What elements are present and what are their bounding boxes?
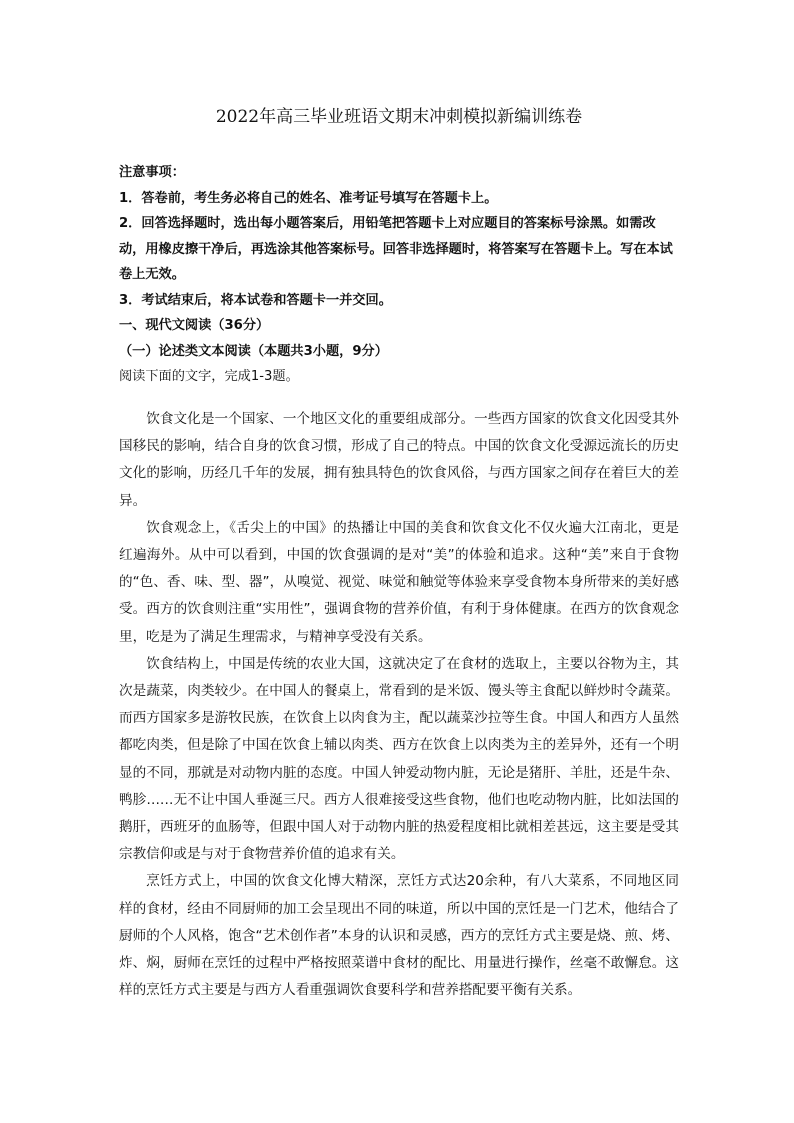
note-item: 2．回答选择题时，选出每小题答案后，用铅笔把答题卡上对应题目的答案标号涂黑。如需改动，用橡皮擦干净后，再选涂其他答案标号。回答非选择题时，将答案写在答题卡上。写在本试卷上无效。 (119, 216, 673, 282)
passage-paragraph: 饮食结构上，中国是传统的农业大国，这就决定了在食材的选取上，主要以谷物为主，其次是蔬菜，肉类较少。在中国人的餐桌上，常看到的是米饭、馒头等主食配以鲜炒时令蔬菜。而西方国家多是游牧民族，在饮食上以肉食为主，配以蔬菜沙拉等生食。中国人和西方人虽然都吃肉类，但是除了中国在饮食上辅以肉类、西方在饮食上以肉类为主的差异外，还有一个明显的不同，那就是对动物内脏的态度。中国人钟爱动物内脏，无论是猪肝、羊肚，还是牛杂、鸭胗……无不让中国人垂涎三尺。西方人很难接受这些食物，他们也吃动物内脏，比如法国的鹅肝，西班牙的血肠等，但跟中国人对于动物内脏的热爱程度相比就相差甚远，这主要是受其宗教信仰或是与对于食物营养价值的追求有关。 (119, 655, 679, 863)
passage-paragraph: 饮食观念上，《舌尖上的中国》的热播让中国的美食和饮食文化不仅火遍大江南北，更是红遍海外。从中可以看到，中国的饮食强调的是对“美”的体验和追求。这种“美”来自于食物的“色、香、味、型、器”，从嗅觉、视觉、味觉和触觉等体验来享受食物本身所带来的美好感受。西方的饮食则注重“实用性”，强调食物的营养价值，有利于身体健康。在西方的饮食观念里，吃是为了满足生理需求，与精神享受没有关系。 (119, 519, 679, 645)
subsection-heading: （一）论述类文本阅读（本题共3小题，9分） (119, 343, 388, 359)
page-title: 2022年高三毕业班语文期末冲刺模拟新编训练卷 (215, 107, 583, 127)
note-item: 1．答卷前，考生务必将自己的姓名、准考证号填写在答题卡上。 (119, 190, 498, 206)
notes-block (119, 160, 679, 390)
note-item: 3．考试结束后，将本试卷和答题卡一并交回。 (119, 292, 392, 308)
notes-heading: 注意事项： (119, 165, 185, 180)
reading-passage (119, 406, 679, 1004)
section-heading: 一、现代文阅读（36分） (119, 318, 270, 333)
passage-paragraph: 饮食文化是一个国家、一个地区文化的重要组成部分。一些西方国家的饮食文化因受其外国移民的影响，结合自身的饮食习惯，形成了自己的特点。中国的饮食文化受源远流长的历史文化的影响，历经几千年的发展，拥有独具特色的饮食风俗，与西方国家之间存在着巨大的差异。 (119, 411, 679, 509)
passage-paragraph: 烹饪方式上，中国的饮食文化博大精深，烹饪方式达20余种，有八大菜系，不同地区同样的食材，经由不同厨师的加工会呈现出不同的味道，所以中国的烹饪是一门艺术，他结合了厨师的个人风格，饱含“艺术创作者”本身的认识和灵感，西方的烹饪方式主要是烧、煎、烤、炸、焖，厨师在烹饪的过程中严格按照菜谱中食材的配比、用量进行操作，丝毫不敢懈怠。这样的烹饪方式主要是与西方人看重强调饮食要科学和营养搭配要平衡有关系。 (119, 873, 679, 999)
instruction-text: 阅读下面的文字，完成1-3题。 (119, 369, 299, 384)
